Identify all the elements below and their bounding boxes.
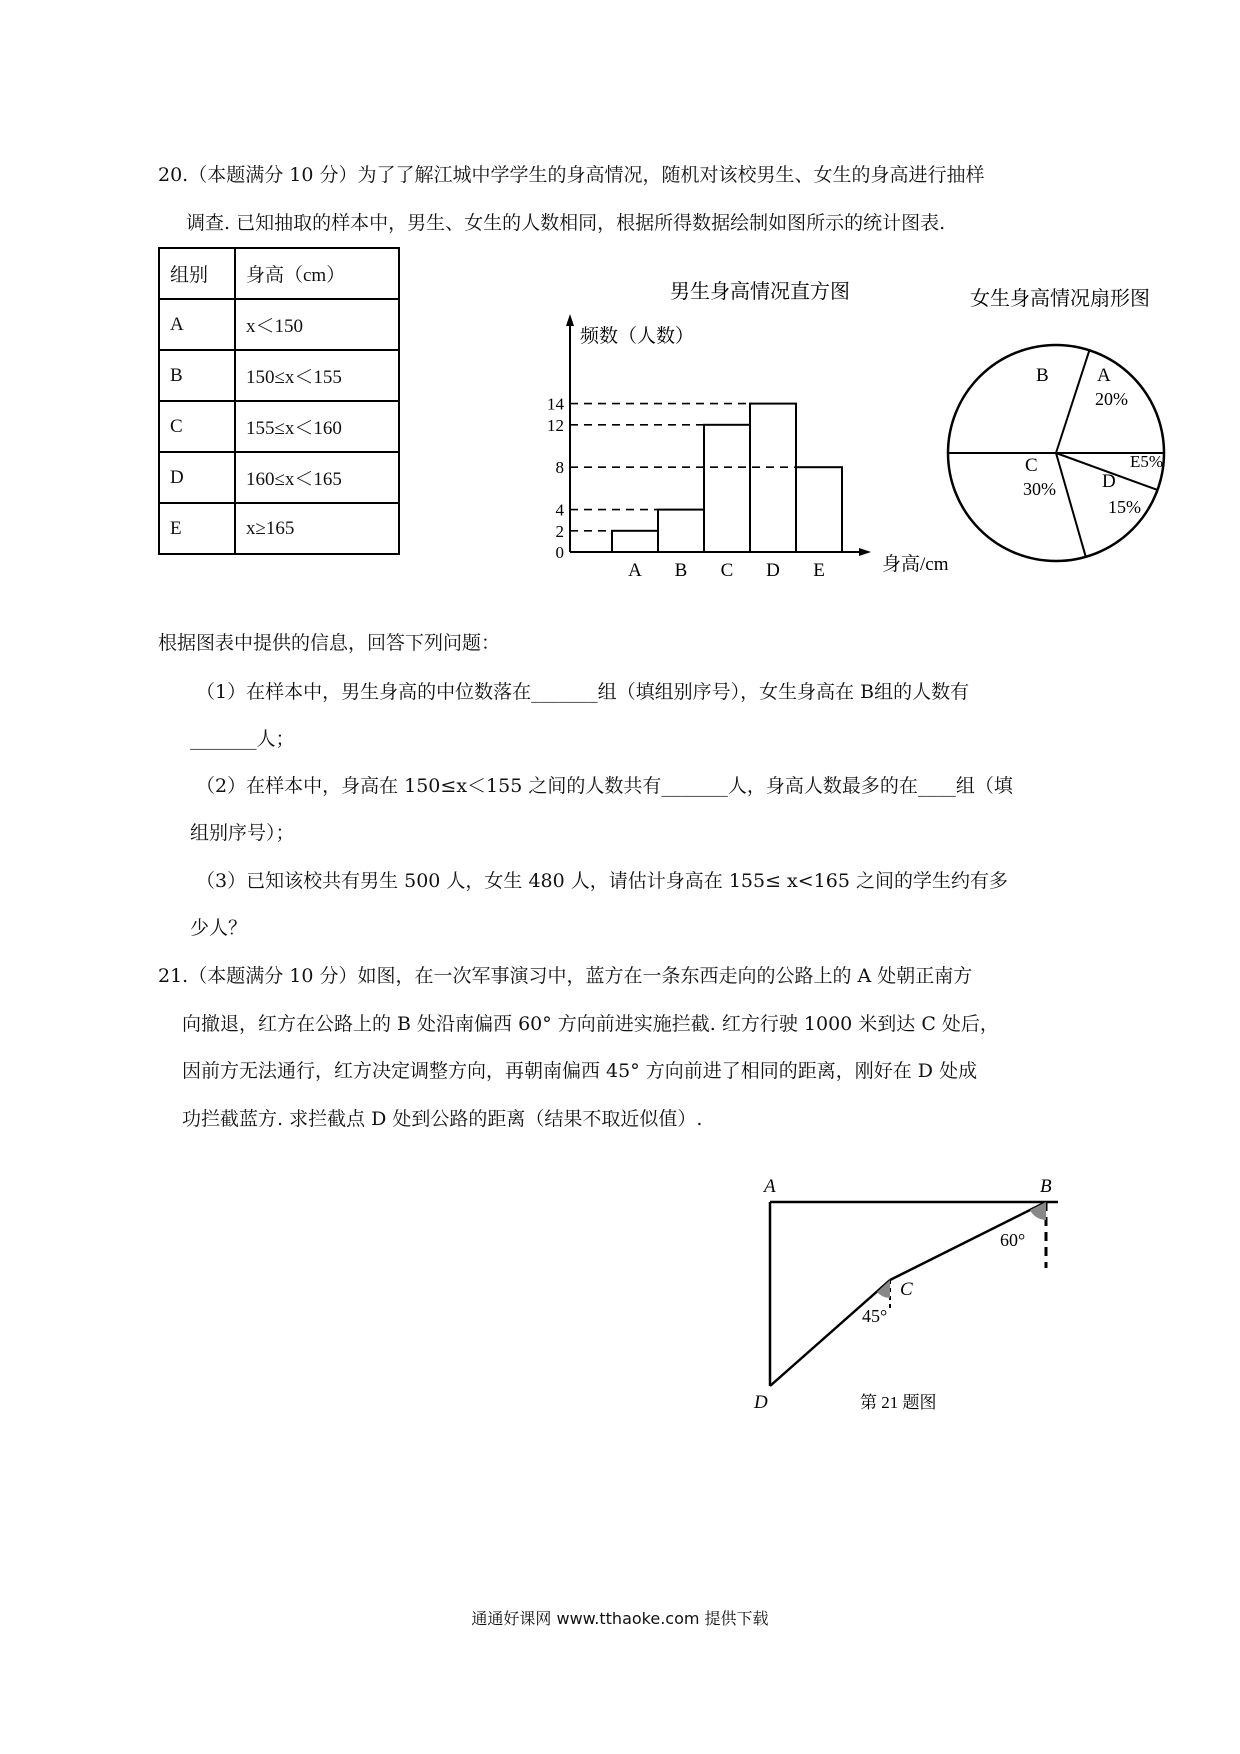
table-cell-group: A — [159, 299, 235, 350]
pie-percent-label: 30% — [1023, 479, 1056, 499]
table-cell-range: x＜150 — [235, 299, 399, 350]
table-header-height: 身高（cm） — [235, 248, 399, 299]
y-tick-label: 4 — [555, 500, 564, 520]
y-tick-label: 2 — [555, 521, 564, 541]
table-cell-range: 150≤x＜155 — [235, 350, 399, 401]
q20-part2-line1: （2）在样本中，身高在 150≤x＜155 之间的人数共有_______人，身高人数最多的在____组（填 — [196, 775, 1013, 797]
table-cell-group: E — [159, 503, 235, 554]
y-tick-label: 14 — [547, 394, 564, 414]
table-row — [159, 350, 399, 401]
histogram-ylabel: 频数（人数） — [580, 326, 695, 347]
y-tick-label: 8 — [555, 458, 564, 478]
x-tick-label: D — [766, 560, 780, 581]
page-footer: 通通好课网 www.tthaoke.com 提供下载 — [471, 1609, 769, 1628]
q21-line3: 因前方无法通行，红方决定调整方向，再朝南偏西 45° 方向前进了相同的距离，刚好在 D 处成 — [182, 1060, 978, 1082]
histogram-bar — [750, 404, 796, 552]
table-row — [159, 452, 399, 503]
pie-percent-label: 20% — [1095, 389, 1128, 409]
histogram-xlabel: 身高/cm — [882, 554, 949, 575]
line-cd — [770, 1280, 890, 1386]
x-tick-label: A — [628, 560, 642, 581]
table-header-group: 组别 — [159, 248, 235, 299]
table-row — [159, 503, 399, 554]
label-b: B — [1040, 1176, 1052, 1197]
height-group-table — [158, 247, 400, 555]
table-cell-range: 160≤x＜165 — [235, 452, 399, 503]
y-tick-label: 0 — [555, 543, 564, 562]
q20-line2: 调查. 已知抽取的样本中，男生、女生的人数相同，根据所得数据绘制如图所示的统计图表. — [186, 212, 946, 234]
table-cell-group: C — [159, 401, 235, 452]
q20-line1: 20.（本题满分 10 分）为了了解江城中学学生的身高情况，随机对该校男生、女生的身高进行抽样 — [158, 164, 985, 186]
histogram-bar — [704, 425, 750, 552]
q21-line4: 功拦截蓝方. 求拦截点 D 处到公路的距离（结果不取近似值）. — [182, 1108, 703, 1130]
male-height-histogram — [520, 270, 980, 590]
label-d: D — [754, 1392, 768, 1413]
q20-part1-line1: （1）在样本中，男生身高的中位数落在_______组（填组别序号），女生身高在 B组的人数有 — [196, 681, 970, 703]
table-header-row — [159, 248, 399, 299]
x-tick-label: C — [720, 560, 734, 581]
q21-figure — [740, 1170, 1080, 1430]
y-tick-label: 12 — [547, 415, 564, 435]
q21-line1: 21.（本题满分 10 分）如图，在一次军事演习中，蓝方在一条东西走向的公路上的 A 处朝正南方 — [158, 965, 973, 987]
histogram-bar — [796, 467, 842, 552]
q21-line2: 向撤退，红方在公路上的 B 处沿南偏西 60° 方向前进实施拦截. 红方行驶 1000 米到达 C 处后， — [182, 1013, 999, 1035]
histogram-bar — [658, 510, 704, 552]
table-row — [159, 299, 399, 350]
x-axis-arrow — [859, 548, 871, 556]
table-cell-group: D — [159, 452, 235, 503]
q20-part3-line2: 少人？ — [190, 917, 248, 939]
table-cell-group: B — [159, 350, 235, 401]
histogram-title: 男生身高情况直方图 — [670, 281, 850, 303]
y-axis-arrow — [566, 314, 574, 326]
q20-intro: 根据图表中提供的信息，回答下列问题： — [158, 632, 501, 654]
q20-part3-line1: （3）已知该校共有男生 500 人，女生 480 人，请估计身高在 155≤ x<165 之间的学生约有多 — [196, 870, 1008, 892]
x-tick-label: E — [813, 560, 825, 581]
pie-category-label: D — [1102, 471, 1116, 492]
x-tick-label: B — [674, 560, 688, 581]
pie-category-label: A — [1097, 365, 1111, 386]
q20-part2-line2: 组别序号）； — [190, 822, 295, 844]
figure-caption: 第 21 题图 — [860, 1393, 937, 1412]
angle-label-60: 60° — [1000, 1230, 1026, 1250]
label-a: A — [764, 1176, 776, 1197]
female-height-pie — [940, 275, 1180, 575]
q20-part1-line2: _______人； — [190, 728, 295, 750]
table-cell-range: x≥165 — [235, 503, 399, 554]
pie-category-label: C — [1025, 455, 1038, 476]
histogram-bar — [612, 531, 658, 552]
label-c: C — [900, 1279, 913, 1300]
angle-label-45: 45° — [862, 1306, 888, 1326]
pie-title: 女生身高情况扇形图 — [970, 288, 1150, 310]
table-cell-range: 155≤x＜160 — [235, 401, 399, 452]
pie-percent-label: 15% — [1108, 497, 1141, 517]
pie-label-e: E5% — [1130, 452, 1164, 471]
table-row — [159, 401, 399, 452]
pie-category-label: B — [1036, 365, 1049, 386]
